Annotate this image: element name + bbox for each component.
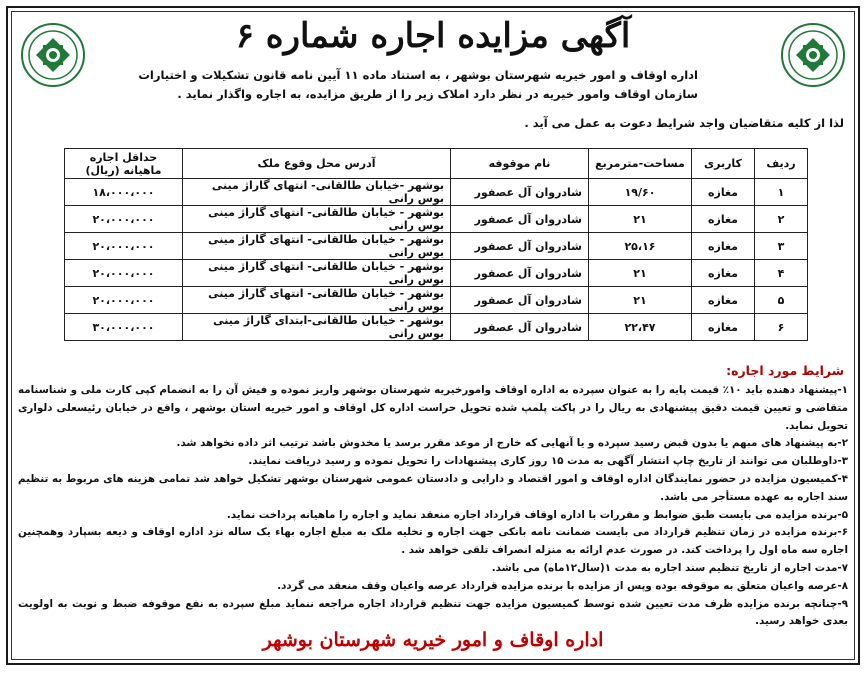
invitation-text: لذا از کلیه متقاضیان واجد شرایط دعوت به عمل می آید . xyxy=(524,116,844,130)
cell-min-rent: ۲۰،۰۰۰،۰۰۰ xyxy=(65,260,183,287)
cell-area: ۲۱ xyxy=(589,260,692,287)
cell-usage: مغازه xyxy=(692,233,755,260)
cell-address: بوشهر - خیابان طالقانی- انتهای گاراژ مینی بوس رانی xyxy=(183,233,451,260)
properties-table xyxy=(64,148,808,341)
cell-usage: مغازه xyxy=(692,314,755,341)
condition-item: ۲-به پیشنهاد های مبهم یا بدون قبض رسید سپرده و یا آنهایی که خارج از موعد مقرر برسد یا مخدوش باشد ترتیب اثر داده نخواهد شد. xyxy=(176,437,848,450)
cell-row-number: ۱ xyxy=(755,179,808,206)
cell-min-rent: ۳۰،۰۰۰،۰۰۰ xyxy=(65,314,183,341)
cell-endowment: شادروان آل عصفور xyxy=(451,287,589,314)
header-endowment: نام موقوفه xyxy=(451,149,589,179)
cell-row-number: ۵ xyxy=(755,287,808,314)
cell-usage: مغازه xyxy=(692,260,755,287)
cell-row-number: ۴ xyxy=(755,260,808,287)
table-row xyxy=(65,206,808,233)
condition-item: ۳-داوطلبان می توانند از تاریخ چاپ انتشار آگهی به مدت ۱۵ روز کاری پیشنهادات را تحویل نموده و رسید دریافت نمایند. xyxy=(248,455,848,468)
condition-item: ۷-مدت اجاره از تاریخ تنظیم سند اجاره به مدت ۱(سال۱۲ماه) می باشد. xyxy=(491,561,848,574)
cell-area: ۲۱ xyxy=(589,287,692,314)
cell-address: بوشهر - خیابان طالقانی-ابتدای گاراژ مینی بوس رانی xyxy=(183,314,451,341)
intro-text: اداره اوقاف و امور خیریه شهرستان بوشهر ، به استناد ماده ۱۱ آیین نامه قانون تشکیلات و اختیارات سازمان اوقاف وامور خیریه در نظر دارد املاک زیر را از طریق مزایده، به اجاره واگذار نماید . xyxy=(138,68,698,101)
cell-endowment: شادروان آل عصفور xyxy=(451,233,589,260)
cell-endowment: شادروان آل عصفور xyxy=(451,314,589,341)
cell-endowment: شادروان آل عصفور xyxy=(451,179,589,206)
conditions-list xyxy=(18,382,848,631)
cell-area: ۲۱ xyxy=(589,206,692,233)
cell-usage: مغازه xyxy=(692,287,755,314)
header-min-rent: حداقل اجاره ماهیانه (ریال) xyxy=(65,149,183,179)
cell-min-rent: ۱۸،۰۰۰،۰۰۰ xyxy=(65,179,183,206)
conditions-heading: شرایط مورد اجاره: xyxy=(726,363,844,378)
cell-min-rent: ۲۰،۰۰۰،۰۰۰ xyxy=(65,233,183,260)
cell-address: بوشهر - خیابان طالقانی- انتهای گاراژ مینی بوس رانی xyxy=(183,206,451,233)
cell-endowment: شادروان آل عصفور xyxy=(451,206,589,233)
table-row xyxy=(65,179,808,206)
cell-address: بوشهر -خیابان طالقانی- انتهای گاراژ مینی بوس رانی xyxy=(183,179,451,206)
condition-item: ۶-برنده مزایده در زمان تنظیم قرارداد می بایست ضمانت نامه بانکی جهت اجاره و تخلیه ملک به مبلغ اجاره بهاء یک ساله نزد اداره اوقاف و دیعه بسپارد وهمچنین اجاره سه ماه اول را پرداخت کند. در صورت عدم ارائه به منزله انصراف تلقی خواهد شد . xyxy=(18,526,848,557)
header-address: آدرس محل وقوع ملک xyxy=(183,149,451,179)
condition-item: ۴-کمیسیون مزایده در حضور نمایندگان اداره اوقاف و امور اقتصاد و دارایی و دادستان عمومی شهرستان بوشهر تشکیل خواهد شد تمامی هزینه های مربوط به تنظیم سند اجاره به عهده مستأجر می باشد. xyxy=(18,472,848,503)
issuer-footer: اداره اوقاف و امور خیریه شهرستان بوشهر xyxy=(262,629,604,651)
cell-row-number: ۶ xyxy=(755,314,808,341)
header-usage: کاربری xyxy=(692,149,755,179)
cell-row-number: ۳ xyxy=(755,233,808,260)
cell-area: ۱۹/۶۰ xyxy=(589,179,692,206)
table-header-row xyxy=(65,149,808,179)
cell-min-rent: ۲۰،۰۰۰،۰۰۰ xyxy=(65,206,183,233)
condition-item: ۵-برنده مزایده می بایست طبق ضوابط و مقررات با اداره اوقاف قرارداد اجاره منعقد نماید و اجاره را ماهیانه پرداخت نماید. xyxy=(226,508,848,521)
header-area: مساحت-مترمربع xyxy=(589,149,692,179)
condition-item: ۱-پیشنهاد دهنده باید ۱۰٪ قیمت پایه را به عنوان سپرده به اداره اوقاف وامورخیریه شهرستان بوشهر واریز نموده و فیش آن را به انضمام کپی کارت ملی و شناسنامه متقاضی و تعیین قیمت دقیق پیشنهادی به ریال را در پاکت پلمپ شده تحویل حراست اداره کل اوقاف و امور خیریه استان بوشهر ، واقع در خیابان رئیسعلی دلواری تحویل نماید. xyxy=(18,384,848,432)
table-row xyxy=(65,260,808,287)
cell-area: ۲۲،۴۷ xyxy=(589,314,692,341)
table-row xyxy=(65,287,808,314)
cell-endowment: شادروان آل عصفور xyxy=(451,260,589,287)
notice-title: آگهی مزایده اجاره شماره ۶ xyxy=(235,16,631,56)
cell-usage: مغازه xyxy=(692,179,755,206)
notice-page xyxy=(6,6,860,665)
cell-address: بوشهر - خیابان طالقانی- انتهای گاراژ مینی بوس رانی xyxy=(183,260,451,287)
table-row xyxy=(65,233,808,260)
cell-area: ۲۵،۱۶ xyxy=(589,233,692,260)
cell-row-number: ۲ xyxy=(755,206,808,233)
cell-usage: مغازه xyxy=(692,206,755,233)
header-row-number: ردیف xyxy=(755,149,808,179)
condition-item: ۸-عرصه واعیان متعلق به موقوفه بوده وپس از مزایده با برنده مزایده قرارداد عرصه واعیان وقف منعقد می گردد. xyxy=(277,579,848,592)
condition-item: ۹-چنانچه برنده مزایده ظرف مدت تعیین شده توسط کمیسیون مزایده جهت تنظیم قرارداد اجاره مراجعه ننماید مبلغ سپرده به نفع موقوفه ضبط و نوبت به اولویت بعدی خواهد رسید. xyxy=(18,597,848,628)
cell-min-rent: ۲۰،۰۰۰،۰۰۰ xyxy=(65,287,183,314)
table-row xyxy=(65,314,808,341)
cell-address: بوشهر - خیابان طالقانی- انتهای گاراژ مینی بوس رانی xyxy=(183,287,451,314)
